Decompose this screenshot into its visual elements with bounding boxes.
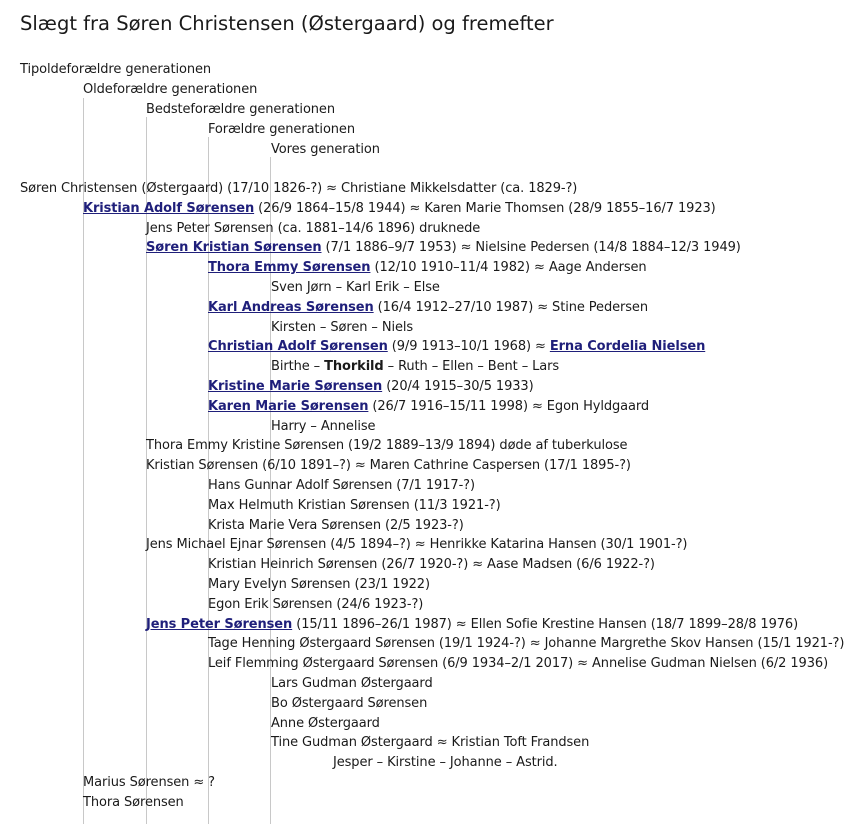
- entry-text: Jens Peter Sørensen (ca. 1881–14/6 1896) druknede: [146, 220, 481, 236]
- entry-text: (20/4 1915–30/5 1933): [382, 379, 534, 394]
- tree-entry: [146, 537, 687, 553]
- entry-text: Anne Østergaard: [271, 715, 380, 731]
- legend-item-level-4: Vores generation: [271, 141, 380, 157]
- person-name-bold: Thorkild: [324, 359, 384, 375]
- entry-text: (9/9 1913–10/1 1968) ≈: [387, 339, 550, 355]
- entry-text: Tine Gudman Østergaard ≈ Kristian Toft Frandsen: [271, 735, 590, 751]
- entry-text: (26/9 1864–15/8 1944) ≈ Karen Marie Thomsen (28/9 1855–16/7 1923): [254, 200, 716, 216]
- entry-text: (26/7 1916–15/11 1998) ≈ Egon Hyldgaard: [368, 398, 650, 414]
- entry-text: Egon Erik Sørensen (24/6 1923-?): [208, 596, 424, 612]
- tree-entry: [208, 339, 705, 355]
- entry-text: – Ruth – Ellen – Bent – Lars: [383, 359, 560, 375]
- tree-entry: [146, 617, 798, 633]
- tree-entry: [208, 300, 648, 316]
- tree-entry: [83, 775, 215, 791]
- entry-text: Thora Emmy Kristine Sørensen (19/2 1889–13/9 1894) døde af tuberkulose: [146, 438, 628, 454]
- tree-entry: [208, 399, 649, 415]
- entry-text: Jesper – Kirstine – Johanne – Astrid.: [333, 755, 558, 771]
- entry-text: Max Helmuth Kristian Sørensen (11/3 1921-?): [208, 497, 501, 513]
- tree-entry: [208, 518, 464, 534]
- tree-entry: [271, 716, 380, 732]
- legend-item-level-0: Tipoldeforældre generationen: [20, 62, 212, 77]
- page-title: Slægt fra Søren Christensen (Østergaard) og fremefter: [20, 12, 554, 35]
- tree-entry: [146, 240, 741, 256]
- entry-text: Bo Østergaard Sørensen: [271, 695, 428, 711]
- tree-entry: [83, 795, 184, 811]
- entry-text: Birthe –: [271, 359, 325, 375]
- legend-item-level-1: Oldeforældre generationen: [83, 81, 258, 97]
- entry-text: (7/1 1886–9/7 1953) ≈ Nielsine Pedersen (14/8 1884–12/3 1949): [321, 240, 741, 256]
- legend-item-level-3: Forældre generationen: [208, 121, 355, 137]
- entry-text: (16/4 1912–27/10 1987) ≈ Stine Pedersen: [373, 299, 648, 315]
- tree-entry: [271, 280, 440, 296]
- entry-text: Kirsten – Søren – Niels: [271, 319, 414, 335]
- tree-entry: [208, 636, 844, 652]
- tree-entry: [271, 419, 375, 435]
- tree-entry: [271, 735, 589, 751]
- entry-text: Tage Henning Østergaard Sørensen (19/1 1924-?) ≈ Johanne Margrethe Skov Hansen (15/1 1921-?): [208, 636, 845, 652]
- entry-text: Marius Sørensen ≈ ?: [83, 775, 215, 790]
- tree-entry: [271, 676, 433, 692]
- person-link[interactable]: Karl Andreas Sørensen: [208, 299, 374, 315]
- tree-entry: [146, 221, 480, 237]
- entry-text: Kristian Sørensen (6/10 1891–?) ≈ Maren Cathrine Caspersen (17/1 1895-?): [146, 458, 631, 474]
- tree-entry: [271, 359, 559, 375]
- entry-text: Leif Flemming Østergaard Sørensen (6/9 1934–2/1 2017) ≈ Annelise Gudman Nielsen (6/2 1936): [208, 656, 829, 672]
- person-link[interactable]: Thora Emmy Sørensen: [208, 260, 371, 276]
- legend-item-level-2: Bedsteforældre generationen: [146, 101, 335, 117]
- person-link[interactable]: Søren Kristian Sørensen: [146, 240, 322, 256]
- person-link[interactable]: Jens Peter Sørensen: [146, 616, 293, 632]
- entry-text: (15/11 1896–26/1 1987) ≈ Ellen Sofie Krestine Hansen (18/7 1899–28/8 1976): [292, 616, 799, 632]
- entry-text: Sven Jørn – Karl Erik – Else: [271, 280, 440, 295]
- tree-entry: [208, 260, 647, 276]
- entry-text: Krista Marie Vera Sørensen (2/5 1923-?): [208, 517, 464, 533]
- entry-text: Søren Christensen (Østergaard) (17/10 1826-?) ≈ Christiane Mikkelsdatter (ca. 1829-?): [20, 181, 578, 196]
- tree-entry: [208, 656, 828, 672]
- tree-entry: [208, 498, 501, 514]
- entry-text: Hans Gunnar Adolf Sørensen (7/1 1917-?): [208, 478, 475, 493]
- person-link[interactable]: Kristine Marie Sørensen: [208, 379, 383, 394]
- tree-entry: [208, 577, 430, 593]
- entry-text: Lars Gudman Østergaard: [271, 676, 433, 691]
- tree-entry: [208, 597, 423, 613]
- entry-text: (12/10 1910–11/4 1982) ≈ Aage Andersen: [370, 260, 647, 276]
- tree-entry: [146, 458, 631, 474]
- person-link[interactable]: Karen Marie Sørensen: [208, 398, 369, 414]
- tree-entry: [208, 478, 475, 494]
- tree-entry: [333, 755, 558, 771]
- tree-entry: [208, 379, 534, 395]
- tree-entry: [271, 696, 427, 712]
- person-link[interactable]: Kristian Adolf Sørensen: [83, 200, 255, 216]
- tree-entry: [146, 438, 627, 454]
- entry-text: Mary Evelyn Sørensen (23/1 1922): [208, 577, 430, 592]
- tree-entry: [83, 201, 716, 217]
- entry-text: Thora Sørensen: [83, 794, 184, 810]
- tree-entry: [271, 320, 413, 336]
- tree-entry: [208, 557, 655, 573]
- person-link[interactable]: Erna Cordelia Nielsen: [549, 339, 706, 355]
- tree-entry: [20, 181, 577, 197]
- entry-text: Harry – Annelise: [271, 418, 376, 434]
- entry-text: Jens Michael Ejnar Sørensen (4/5 1894–?) ≈ Henrikke Katarina Hansen (30/1 1901-?): [146, 537, 688, 553]
- entry-text: Kristian Heinrich Sørensen (26/7 1920-?) ≈ Aase Madsen (6/6 1922-?): [208, 557, 655, 573]
- person-link[interactable]: Christian Adolf Sørensen: [208, 339, 388, 355]
